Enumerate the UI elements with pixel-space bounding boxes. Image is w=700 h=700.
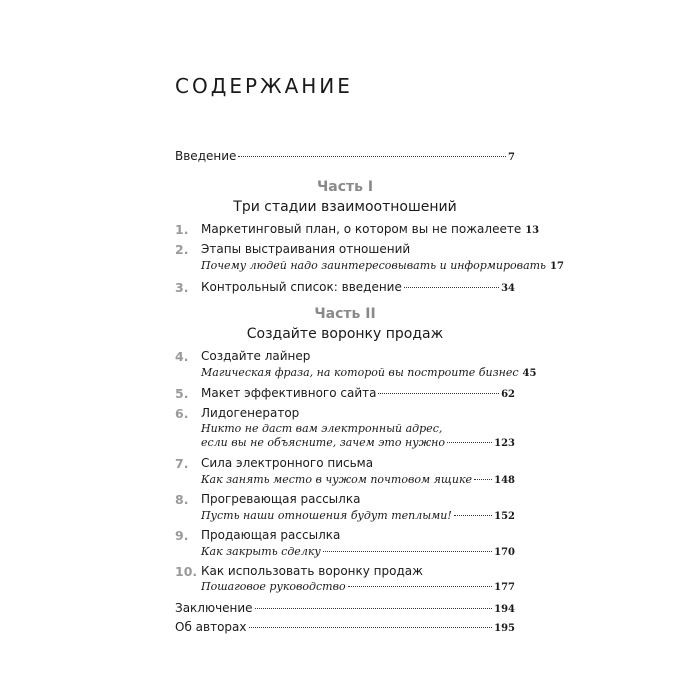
part-heading: Часть I	[316, 179, 374, 195]
toc-entry-subtitle[interactable]	[201, 259, 564, 277]
leader-dots	[323, 551, 492, 552]
toc-entry-chapter-4[interactable]	[201, 349, 515, 367]
chapter-number: 9.	[175, 528, 189, 543]
toc-entry-label: Продающая рассылка	[201, 528, 341, 542]
toc-page-number: 148	[494, 475, 515, 486]
toc-entry-subtitle[interactable]	[201, 580, 515, 598]
leader-dots	[474, 479, 492, 480]
toc-entry-subtitle[interactable]	[201, 436, 515, 454]
toc-entry-chapter-3[interactable]	[201, 280, 515, 298]
toc-page-number: 45	[522, 368, 537, 379]
leader-dots	[255, 608, 493, 609]
toc-entry-label: Маркетинговый план, о котором вы не пожалеете	[201, 222, 522, 236]
toc-page-number: 62	[501, 389, 515, 400]
toc-entry-chapter-2[interactable]	[201, 242, 515, 260]
toc-entry-label: Этапы выстраивания отношений	[201, 242, 411, 256]
toc-entry-chapter-7[interactable]	[201, 456, 515, 474]
chapter-number: 10.	[175, 564, 198, 579]
toc-entry-subtitle[interactable]	[201, 509, 515, 527]
part-title: Создайте воронку продаж	[246, 326, 444, 342]
toc-page-number: 17	[550, 261, 564, 272]
toc-entry-label: Введение	[175, 149, 237, 163]
toc-entry-label: Контрольный список: введение	[201, 280, 402, 294]
toc-entry-sublabel: Почему людей надо заинтересовывать и информировать	[201, 259, 547, 272]
toc-page-number: 170	[494, 547, 515, 558]
toc-entry-label: Заключение	[175, 601, 253, 615]
part-title: Три стадии взаимоотношений	[233, 199, 457, 215]
toc-entry-sublabel: Никто не даст вам электронный адрес,	[201, 422, 443, 435]
part-heading: Часть II	[314, 306, 376, 322]
chapter-number: 2.	[175, 242, 189, 257]
toc-page-number: 194	[494, 604, 515, 615]
toc-entry-label: Лидогенератор	[201, 406, 300, 420]
toc-entry-label: Сила электронного письма	[201, 456, 374, 470]
toc-entry-label: Об авторах	[175, 620, 247, 634]
chapter-number: 1.	[175, 222, 189, 237]
toc-entry-chapter-9[interactable]	[201, 528, 515, 546]
toc-page-number: 13	[525, 225, 540, 236]
leader-dots	[238, 156, 506, 157]
toc-page-number: 7	[508, 152, 515, 163]
page-title: СОДЕРЖАНИЕ	[175, 74, 353, 98]
leader-dots	[447, 442, 492, 443]
leader-dots	[454, 515, 492, 516]
toc-entry-subtitle[interactable]	[201, 545, 515, 563]
toc-entry-sublabel: Пошаговое руководство	[201, 580, 346, 593]
toc-entry-authors[interactable]	[175, 620, 515, 638]
toc-entry-conclusion[interactable]	[175, 601, 515, 619]
toc-page-number: 123	[494, 438, 515, 449]
toc-page-number: 34	[501, 283, 515, 294]
toc-page-number: 177	[494, 582, 515, 593]
toc-entry-label: Как использовать воронку продаж	[201, 564, 423, 578]
toc-page-number: 195	[494, 623, 515, 634]
leader-dots	[404, 287, 499, 288]
toc-entry-label: Прогревающая рассылка	[201, 492, 361, 506]
leader-dots	[378, 393, 499, 394]
chapter-number: 8.	[175, 492, 189, 507]
toc-entry-sublabel: если вы не объясните, зачем это нужно	[201, 436, 445, 449]
toc-entry-sublabel: Пусть наши отношения будут теплыми!	[201, 509, 452, 522]
toc-entry-label: Макет эффективного сайта	[201, 386, 377, 400]
chapter-number: 5.	[175, 386, 189, 401]
leader-dots	[249, 627, 493, 628]
chapter-number: 4.	[175, 349, 189, 364]
chapter-number: 6.	[175, 406, 189, 421]
toc-entry-subtitle[interactable]	[201, 366, 537, 384]
chapter-number: 7.	[175, 456, 189, 471]
toc-entry-chapter-5[interactable]	[201, 386, 515, 404]
leader-dots	[348, 586, 492, 587]
toc-entry-chapter-1[interactable]	[201, 222, 540, 240]
toc-entry-subtitle[interactable]	[201, 473, 515, 491]
toc-entry-sublabel: Как закрыть сделку	[201, 545, 321, 558]
toc-entry-chapter-8[interactable]	[201, 492, 515, 510]
toc-entry-label: Создайте лайнер	[201, 349, 311, 363]
toc-entry-intro[interactable]	[175, 149, 515, 167]
toc-entry-sublabel: Как занять место в чужом почтовом ящике	[201, 473, 473, 486]
chapter-number: 3.	[175, 280, 189, 295]
toc-page-number: 152	[494, 511, 515, 522]
toc-entry-sublabel: Магическая фраза, на которой вы построите бизнес	[201, 366, 519, 379]
